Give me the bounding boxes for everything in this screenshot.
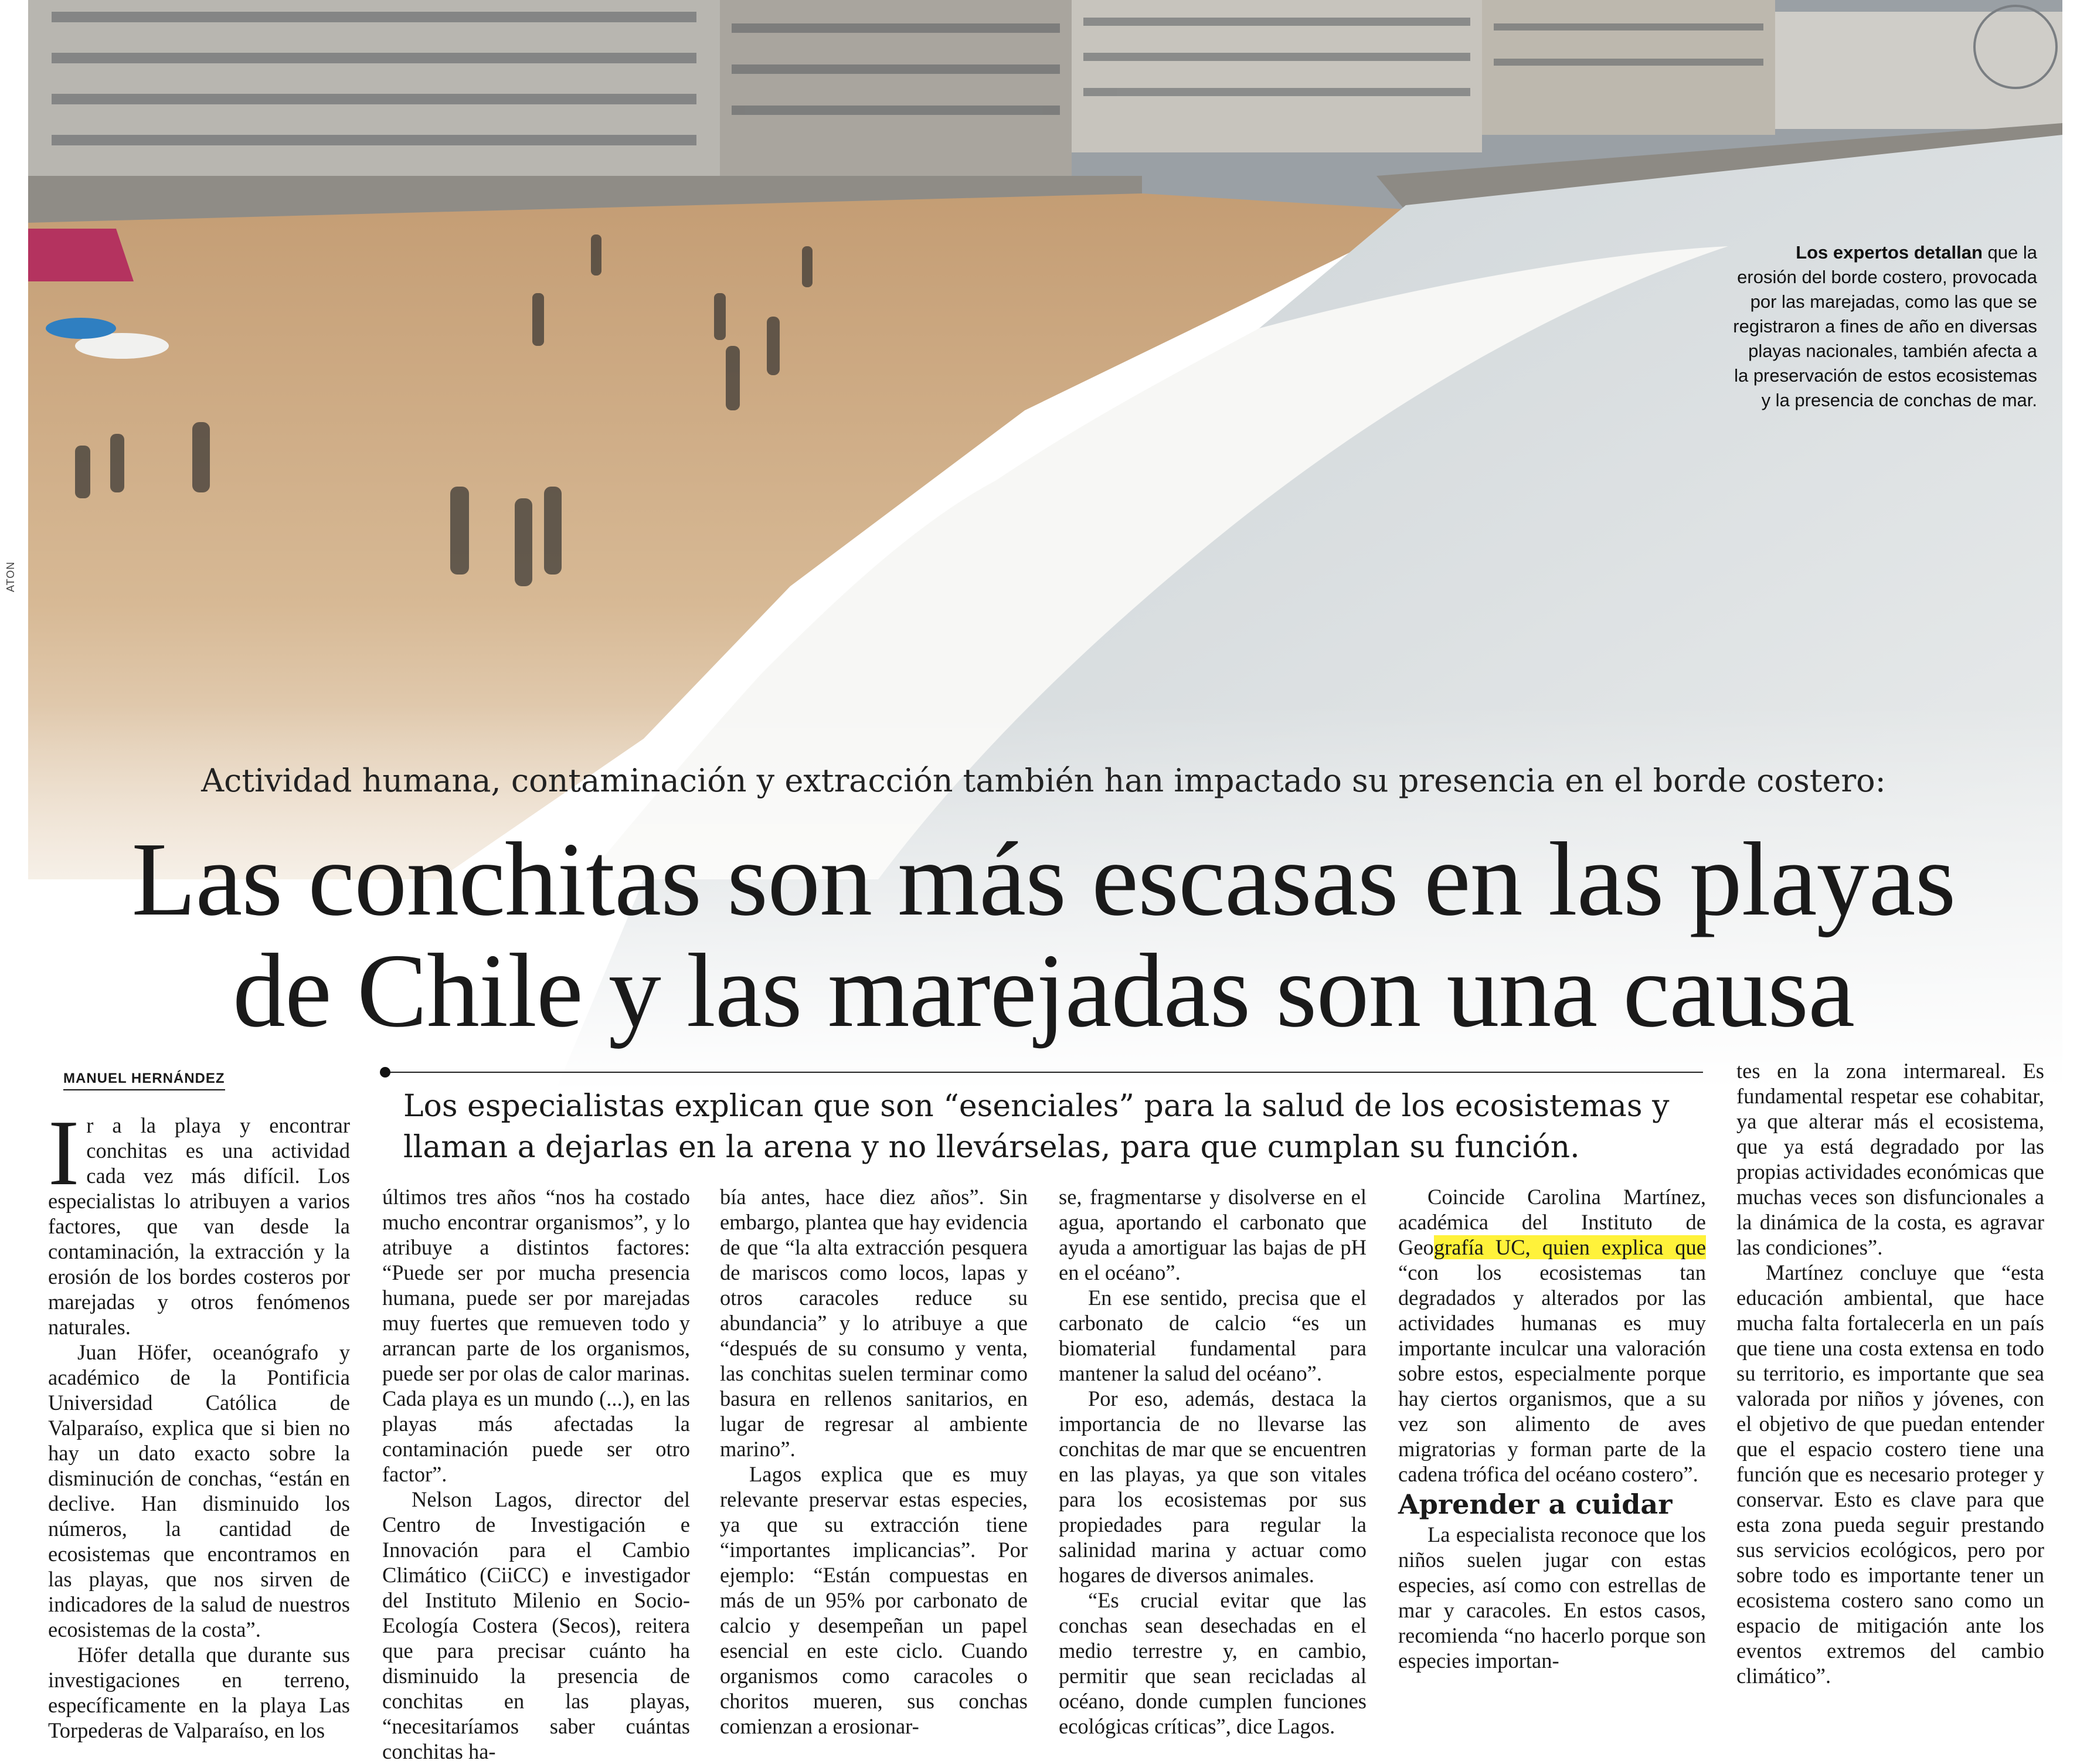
col4-paragraph-4: “Es crucial evitar que las conchas sean desechadas en el medio terrestre y, en cambio, permitir que sean recicladas al océano, donde cumplen funciones ecológicas críticas”, dice Lagos. — [1059, 1588, 1367, 1738]
byline: MANUEL HERNÁNDEZ — [63, 1070, 225, 1090]
column-5 — [1398, 1184, 1706, 1673]
col4-paragraph-1: se, fragmentarse y disolverse en el agua, aportando el carbonato que ayuda a amortiguar las bajas de pH en el océano”. — [1059, 1185, 1367, 1284]
kicker: Actividad humana, contaminación y extracción también han impactado su presencia en el borde costero: — [201, 762, 1886, 799]
col1-paragraph-1 — [48, 1100, 350, 1340]
col4-paragraph-3: Por eso, además, destaca la importancia de no llevarse las conchitas de mar que se encuentren en las playas, ya que son vitales para los ecosistemas por sus propiedades para regular la salinidad marina y actuar como hogares de diversos animales. — [1059, 1386, 1367, 1587]
column-1 — [48, 1100, 350, 1743]
col5-paragraph-1 — [1398, 1184, 1706, 1487]
column-2 — [382, 1184, 690, 1764]
headline-line-1: Las conchitas son más escasas en las playas — [131, 821, 1956, 937]
col3-paragraph-1: bía antes, hace diez años”. Sin embargo, plantea que hay evidencia de que “la alta extracción pesquera de mariscos como locos, lapas y otros caracoles reduce su abundancia” y lo atribuye a que “después de su consumo y venta, las conchitas suelen terminar como basura en rellenos sanitarios, en lugar de regresar al ambiente marino”. — [720, 1185, 1028, 1461]
col2-paragraph-2: Nelson Lagos, director del Centro de Investigación e Innovación para el Cambio Climático (CiiCC) e investigador del Instituto Milenio en Socio-Ecología Costera (Secos), reitera que para precisar cuánto ha disminuido la presencia de conchitas en las playas, “necesitaríamos saber cuántas conchitas ha- — [382, 1487, 690, 1763]
drop-cap: I — [48, 1100, 80, 1205]
deck: Los especialistas explican que son “esenciales” para la salud de los ecosistemas y llaman a dejarlas en la arena y no llevárselas, para que cumplan su función. — [403, 1089, 1670, 1165]
highlighted-text: grafía UC, quien explica que — [1433, 1235, 1706, 1259]
caption-text: que la erosión del borde costero, provocada por las marejadas, como las que se registraron a fines de año en diversas playas nacionales, también afecta a la preservación de estos ecosistemas y la presencia de conchas de mar. — [1733, 242, 2037, 410]
column-6 — [1736, 1058, 2044, 1688]
deck-bullet-icon — [380, 1067, 390, 1078]
col6-paragraph-2: Martínez concluye que “esta educación ambiental, que hace mucha falta fortalecerla en un país que tiene una costa extensa en todo su territorio, es importante que sea valorada por niños y jóvenes, con el objetivo de que puedan entender que el espacio costero tiene una función que es necesario proteger y conservar. Esto es clave para que esta zona pueda seguir prestando sus servicios ecológicos, pero por sobre todo es importante tener un ecosistema costero sano como un espacio de mitigación ante los eventos extremos del cambio climático”. — [1736, 1260, 2044, 1688]
headline — [35, 821, 2052, 1049]
subheading: Aprender a cuidar — [1398, 1488, 1673, 1520]
col5-paragraph-2: La especialista reconoce que los niños suelen jugar con estas especies, así como con estrellas de mar y caracoles. En estos casos, recomienda “no hacerlo porque son especies importan- — [1398, 1522, 1706, 1673]
col1-paragraph-3: Höfer detalla que durante sus investigaciones en terreno, específicamente en la playa Las Torpederas de Valparaíso, en los — [48, 1643, 350, 1742]
col1-paragraph-2: Juan Höfer, oceanógrafo y académico de la Pontificia Universidad Católica de Valparaíso, explica que si bien no hay un dato exacto sobre la disminución de conchas, “están en declive. Han disminuido los números, la cantidad de ecosistemas que encontramos en las playas, que nos sirven de indicadores de la salud de nuestros ecosistemas de la costa”. — [48, 1340, 350, 1641]
col1-p1-text: r a la playa y encontrar conchitas es una actividad cada vez más difícil. Los especialistas lo atribuyen a varios factores, que van desde la contaminación, la extracción y la erosión de los bordes costeros por marejadas y otros fenómenos naturales. — [48, 1113, 350, 1339]
column-3 — [720, 1184, 1028, 1739]
col3-paragraph-2: Lagos explica que es muy relevante preservar estas especies, ya que su extracción tiene “importantes implicancias”. Por ejemplo: “Están compuestas en más de un 95% por carbonato de calcio y desempeñan un papel esencial en este ciclo. Cuando organismos como caracoles o choritos mueren, sus conchas comienzan a erosionar- — [720, 1462, 1028, 1738]
deck-rule — [384, 1072, 1703, 1073]
photo-caption — [1732, 240, 2037, 413]
column-4 — [1059, 1184, 1367, 1739]
caption-lead: Los expertos detallan — [1796, 242, 1983, 263]
col4-paragraph-2: En ese sentido, precisa que el carbonato de calcio “es un biomaterial fundamental para mantener la salud del océano”. — [1059, 1286, 1367, 1385]
col5-p1-start: Coincide Carolina Martínez, académica del Instituto de Geo — [1398, 1185, 1706, 1259]
headline-line-2: de Chile y las marejadas son una causa — [232, 932, 1855, 1049]
col5-p1-end: “con los ecosistemas tan degradados y alterados por las actividades humanas es muy importante inculcar una valoración sobre estos, especialmente porque hay ciertos organismos, que a su vez son alimento de aves migratorias y forman parte de la cadena trófica del océano costero”. — [1398, 1260, 1706, 1486]
col6-paragraph-1: tes en la zona intermareal. Es fundamental respetar ese cohabitar, ya que alterar más el ecosistema, que ya está degradado por las propias actividades económicas que muchas veces son disfuncionales a la dinámica de la costa, es agravar las condiciones”. — [1736, 1059, 2044, 1259]
photo-credit: ATON — [5, 561, 16, 592]
col2-paragraph-1: últimos tres años “nos ha costado mucho encontrar organismos”, y lo atribuye a distintos factores: “Puede ser por mucha presencia humana, puede ser por marejadas muy fuertes que remueven todo y arrancan parte de los organismos, puede ser por olas de calor marinas. Cada playa es un mundo (...), en las playas más afectadas la contaminación puede ser otro factor”. — [382, 1185, 690, 1486]
